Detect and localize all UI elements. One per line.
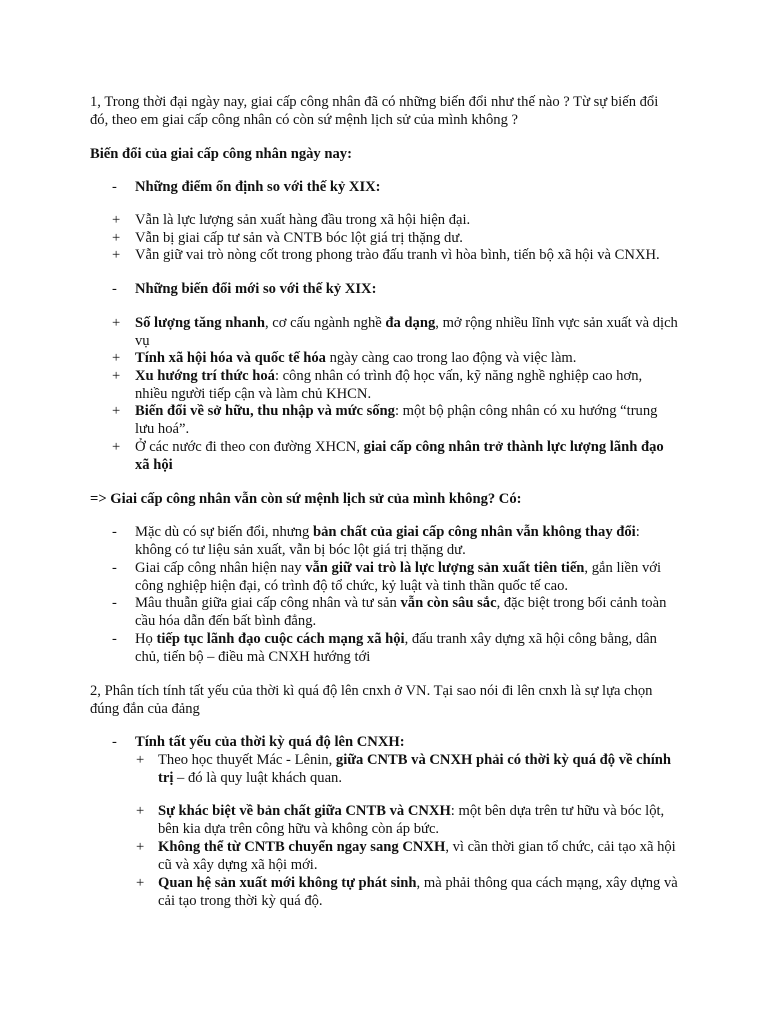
bold-text: Tính xã hội hóa và quốc tế hóa (135, 350, 326, 366)
list-item (112, 212, 678, 230)
stable-item: Vẫn là lực lượng sản xuất hàng đầu trong xã hội hiện đại. (135, 212, 471, 228)
text: ngày càng cao trong lao động và việc làm. (325, 350, 577, 366)
bold-text: vẫn giữ vai trò là lực lượng sản xuất tiên tiến (305, 560, 585, 576)
list-item (136, 875, 678, 910)
bold-text: đa dạng (385, 315, 436, 331)
dash-marker: - (112, 179, 117, 195)
plus-marker: + (136, 875, 145, 891)
text: Mặc dù có sự biến đổi, nhưng (135, 524, 313, 540)
plus-marker: + (112, 315, 121, 331)
plus-marker: + (112, 439, 121, 455)
question-1: 1, Trong thời đại ngày nay, giai cấp công nhân đã có những biến đổi như thế nào ? Từ sự biến đổi đó, theo em giai cấp công nhân có còn sứ mệnh lịch sử của mình không ? (90, 94, 659, 128)
bold-text: vẫn còn sâu sắc (400, 595, 497, 611)
text: Họ (135, 631, 157, 647)
text: Giai cấp công nhân hiện nay (135, 560, 306, 576)
stable-heading: Những điểm ổn định so với thế kỷ XIX: (135, 179, 381, 195)
stable-heading-item (112, 179, 678, 197)
bold-text: giai cấp công nhân trở thành lực lượng lãnh đạo xã hội (135, 439, 664, 473)
bold-text: Số lượng tăng nhanh (135, 315, 265, 331)
bold-text: Biến đổi về sở hữu, thu nhập và mức sống (135, 403, 395, 419)
bold-text: giữa CNTB và CNXH phải có thời kỳ quá độ về chính trị (158, 752, 672, 786)
bold-text: Quan hệ sản xuất mới không tự phát sinh (158, 875, 417, 891)
list-item (112, 230, 678, 248)
q2-heading-item (112, 734, 678, 752)
text: – đó là quy luật khách quan. (173, 769, 343, 786)
new-heading-item (112, 281, 678, 299)
list-item (112, 350, 678, 368)
question-2: 2, Phân tích tính tất yếu của thời kì quá độ lên cnxh ở VN. Tại sao nói đi lên cnxh là sự lựa chọn đúng đắn của đảng (90, 683, 653, 717)
list-item (112, 595, 678, 630)
bold-text: Không thể từ CNTB chuyển ngay sang CNXH (158, 839, 446, 855)
bold-text: bản chất của giai cấp công nhân vẫn không thay đổi (312, 524, 636, 540)
text: Mâu thuẫn giữa giai cấp công nhân và tư sản (135, 595, 401, 611)
plus-marker: + (112, 230, 121, 246)
plus-marker: + (136, 803, 145, 819)
plus-marker: + (136, 839, 145, 855)
heading-changes: Biến đổi của giai cấp công nhân ngày nay: (90, 146, 352, 162)
text: : không có tư liệu sản xuất, vẫn bị bóc lột giá trị thặng dư. (135, 524, 640, 558)
list-item (112, 368, 678, 403)
stable-item: Vẫn bị giai cấp tư sản và CNTB bóc lột giá trị thặng dư. (135, 230, 463, 246)
text: , đấu tranh xây dựng xã hội công bằng, dân chủ, tiến bộ – điều mà CNXH hướng tới (135, 631, 657, 665)
conclusion: => Giai cấp công nhân vẫn còn sứ mệnh lịch sử của mình không? Có: (90, 491, 522, 507)
plus-marker: + (112, 350, 121, 366)
list-item (136, 752, 678, 787)
dash-marker: - (112, 281, 117, 297)
new-heading: Những biến đổi mới so với thế kỷ XIX: (135, 281, 377, 297)
list-item (136, 803, 678, 838)
bold-text: Xu hướng trí thức hoá (135, 368, 275, 384)
stable-item: Vẫn giữ vai trò nòng cốt trong phong trào đấu tranh vì hòa bình, tiến bộ xã hội và CNXH. (135, 247, 660, 263)
text: , đặc biệt trong bối cảnh toàn cầu hóa dẫn đến bất bình đẳng. (135, 595, 667, 629)
list-item (112, 403, 678, 438)
text: : một bộ phận công nhân có xu hướng “trung lưu hoá”. (135, 403, 658, 437)
bold-text: tiếp tục lãnh đạo cuộc cách mạng xã hội (156, 631, 405, 647)
list-item (112, 524, 678, 559)
list-item (112, 247, 678, 265)
text: : công nhân có trình độ học vấn, kỹ năng nghề nghiệp cao hơn, nhiều người tiếp cận và làm chủ KHCN. (135, 368, 643, 402)
text: Theo học thuyết Mác - Lênin, (158, 752, 336, 768)
plus-marker: + (136, 752, 145, 768)
text: , cơ cấu ngành nghề (265, 315, 386, 331)
dash-marker: - (112, 560, 117, 576)
text: , mở rộng nhiều lĩnh vực sản xuất và dịch vụ (135, 315, 678, 349)
list-item (112, 315, 678, 350)
plus-marker: + (112, 247, 121, 263)
text: , mà phải thông qua cách mạng, xây dựng và cải tạo trong thời kỳ quá độ. (158, 875, 678, 909)
plus-marker: + (112, 403, 121, 419)
q2-heading: Tính tất yếu của thời kỳ quá độ lên CNXH: (135, 734, 405, 750)
plus-marker: + (112, 368, 121, 384)
dash-marker: - (112, 524, 117, 540)
list-item (136, 839, 678, 874)
dash-marker: - (112, 734, 117, 750)
list-item (112, 560, 678, 595)
list-item (112, 439, 678, 474)
text: , gắn liền với công nghiệp hiện đại, có trình độ tổ chức, kỷ luật và tinh thần quốc tế cao. (135, 560, 662, 594)
text: Ở các nước đi theo con đường XHCN, (135, 439, 364, 455)
bold-text: Sự khác biệt về bản chất giữa CNTB và CNXH (158, 803, 451, 819)
plus-marker: + (112, 212, 121, 228)
dash-marker: - (112, 631, 117, 647)
dash-marker: - (112, 595, 117, 611)
list-item (112, 631, 678, 666)
text: : một bên dựa trên tư hữu và bóc lột, bên kia dựa trên công hữu và không còn áp bức. (158, 803, 665, 837)
text: , vì cần thời gian tổ chức, cải tạo xã hội cũ và xây dựng xã hội mới. (158, 839, 676, 873)
